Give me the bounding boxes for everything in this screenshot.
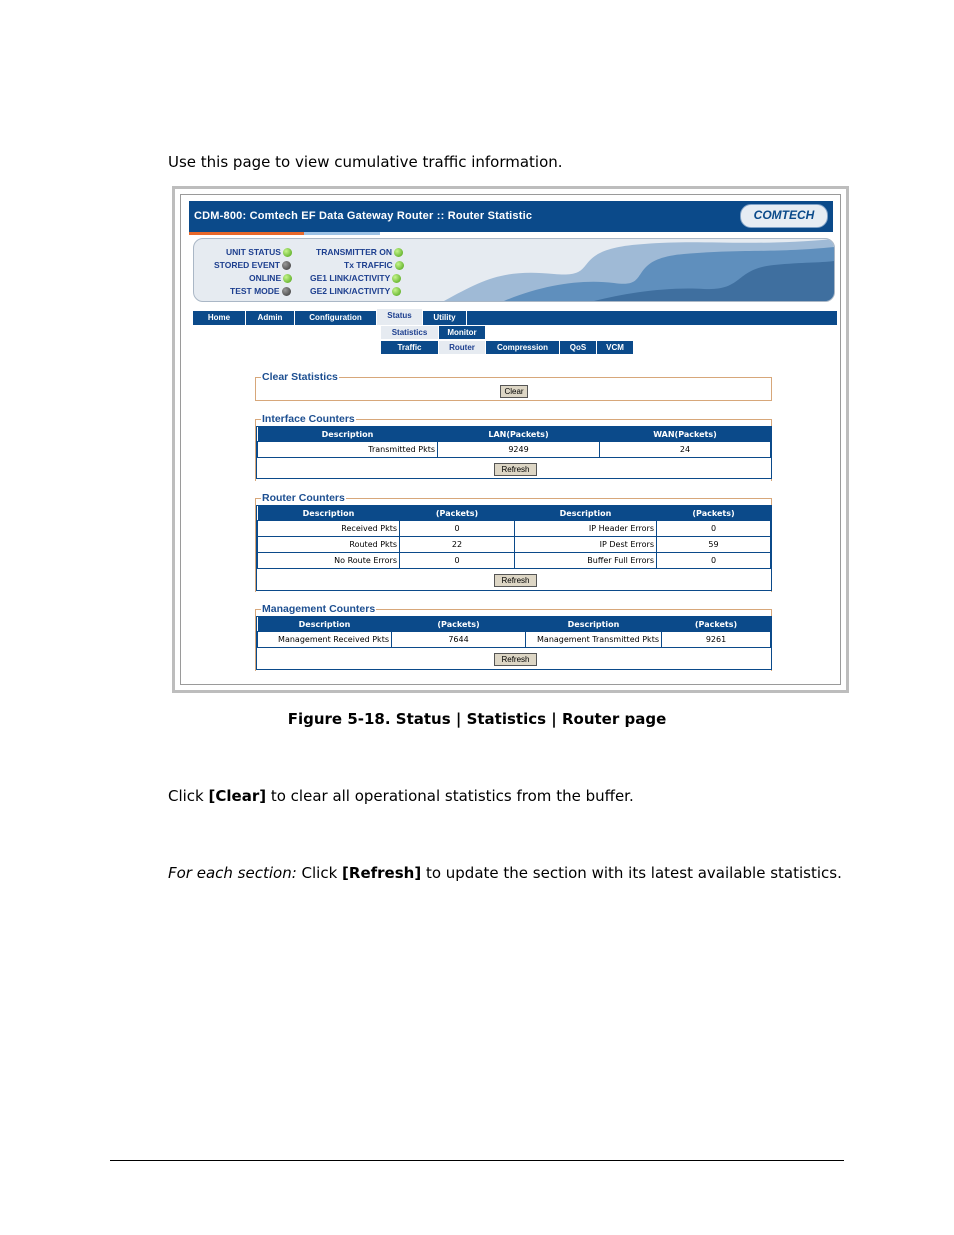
management-counters-legend: Management Counters bbox=[262, 603, 376, 615]
green-led-icon bbox=[283, 248, 292, 257]
clear-button[interactable]: Clear bbox=[500, 385, 528, 398]
window-title: CDM-800: Comtech EF Data Gateway Router :: Router Statistic bbox=[194, 210, 533, 222]
led-tx-traffic: Tx TRAFFIC bbox=[344, 260, 404, 270]
intro-text: Use this page to view cumulative traffic information. bbox=[168, 153, 563, 171]
subtab-monitor[interactable]: Monitor bbox=[439, 326, 485, 339]
table-row bbox=[258, 537, 771, 553]
table-cell: IP Dest Errors bbox=[515, 537, 657, 553]
figure-caption: Figure 5-18. Status | Statistics | Router page bbox=[287, 710, 667, 728]
lightblue-stripe bbox=[304, 232, 380, 235]
col-header: Description bbox=[258, 427, 438, 442]
led-ge1-link: GE1 LINK/ACTIVITY bbox=[310, 273, 401, 283]
router-table-box bbox=[256, 505, 772, 591]
interface-refresh-button[interactable]: Refresh bbox=[494, 463, 537, 476]
col-header: (Packets) bbox=[662, 617, 771, 632]
black-led-icon bbox=[282, 287, 291, 296]
col-header: Description bbox=[526, 617, 662, 632]
subtab-qos[interactable]: QoS bbox=[560, 341, 596, 354]
table-cell: Management Transmitted Pkts bbox=[526, 632, 662, 648]
router-counters-legend: Router Counters bbox=[262, 492, 345, 504]
led-online: ONLINE bbox=[249, 273, 292, 283]
interface-table bbox=[257, 427, 771, 458]
table-cell: IP Header Errors bbox=[515, 521, 657, 537]
subtab-traffic[interactable]: Traffic bbox=[381, 341, 438, 354]
green-led-icon bbox=[283, 274, 292, 283]
table-cell: Transmitted Pkts bbox=[258, 442, 438, 458]
tab-configuration[interactable]: Configuration bbox=[295, 311, 377, 325]
table-cell: 0 bbox=[657, 521, 771, 537]
interface-table-box bbox=[256, 426, 772, 479]
clear-statistics-legend: Clear Statistics bbox=[262, 371, 338, 383]
screenshot-frame bbox=[172, 186, 849, 693]
management-table-box bbox=[256, 616, 772, 670]
col-header: WAN(Packets) bbox=[600, 427, 771, 442]
col-header: Description bbox=[515, 506, 657, 521]
table-cell: Routed Pkts bbox=[258, 537, 400, 553]
tab-status[interactable]: Status bbox=[377, 309, 423, 325]
interface-counters-legend: Interface Counters bbox=[262, 413, 355, 425]
table-cell: Management Received Pkts bbox=[258, 632, 392, 648]
table-cell: 59 bbox=[657, 537, 771, 553]
subtab-vcm[interactable]: VCM bbox=[597, 341, 633, 354]
col-header: (Packets) bbox=[657, 506, 771, 521]
col-header: (Packets) bbox=[400, 506, 515, 521]
col-header: (Packets) bbox=[392, 617, 526, 632]
table-row bbox=[258, 442, 771, 458]
table-row bbox=[258, 632, 771, 648]
table-cell: 0 bbox=[400, 553, 515, 569]
table-cell: 22 bbox=[400, 537, 515, 553]
led-unit-status: UNIT STATUS bbox=[226, 247, 292, 257]
status-panel bbox=[193, 238, 835, 302]
table-cell: Received Pkts bbox=[258, 521, 400, 537]
table-row bbox=[258, 521, 771, 537]
tab-utility[interactable]: Utility bbox=[423, 311, 467, 325]
orange-stripe bbox=[189, 232, 304, 235]
router-refresh-button[interactable]: Refresh bbox=[494, 574, 537, 587]
green-led-icon bbox=[392, 274, 401, 283]
subtab-router[interactable]: Router bbox=[439, 341, 485, 354]
green-led-icon bbox=[392, 287, 401, 296]
footer-rule bbox=[110, 1160, 844, 1161]
subtab-statistics[interactable]: Statistics bbox=[381, 326, 438, 339]
led-ge2-link: GE2 LINK/ACTIVITY bbox=[310, 286, 401, 296]
management-table bbox=[257, 617, 771, 648]
led-test-mode: TEST MODE bbox=[230, 286, 291, 296]
black-led-icon bbox=[282, 261, 291, 270]
management-refresh-button[interactable]: Refresh bbox=[494, 653, 537, 666]
table-cell: 0 bbox=[400, 521, 515, 537]
led-stored-event: STORED EVENT bbox=[214, 260, 291, 270]
col-header: Description bbox=[258, 506, 400, 521]
router-table bbox=[257, 506, 771, 569]
table-cell: Buffer Full Errors bbox=[515, 553, 657, 569]
table-cell: 7644 bbox=[392, 632, 526, 648]
clear-statistics-group bbox=[255, 371, 772, 401]
col-header: Description bbox=[258, 617, 392, 632]
table-cell: No Route Errors bbox=[258, 553, 400, 569]
each-section-text: For each section: Click [Refresh] to update the section with its latest available statistics. bbox=[168, 864, 842, 882]
window-titlebar bbox=[189, 201, 833, 232]
tab-home[interactable]: Home bbox=[193, 311, 246, 325]
col-header: LAN(Packets) bbox=[438, 427, 600, 442]
click-clear-text: Click [Clear] to clear all operational statistics from the buffer. bbox=[168, 787, 634, 805]
tab-admin[interactable]: Admin bbox=[246, 311, 295, 325]
green-led-icon bbox=[395, 261, 404, 270]
comtech-logo: COMTECH bbox=[740, 204, 828, 228]
table-cell: 0 bbox=[657, 553, 771, 569]
table-cell: 24 bbox=[600, 442, 771, 458]
wave-graphic bbox=[444, 239, 834, 301]
table-row bbox=[258, 553, 771, 569]
table-cell: 9261 bbox=[662, 632, 771, 648]
green-led-icon bbox=[394, 248, 403, 257]
led-transmitter-on: TRANSMITTER ON bbox=[316, 247, 403, 257]
table-cell: 9249 bbox=[438, 442, 600, 458]
subtab-compression[interactable]: Compression bbox=[486, 341, 559, 354]
main-nav bbox=[193, 311, 837, 325]
